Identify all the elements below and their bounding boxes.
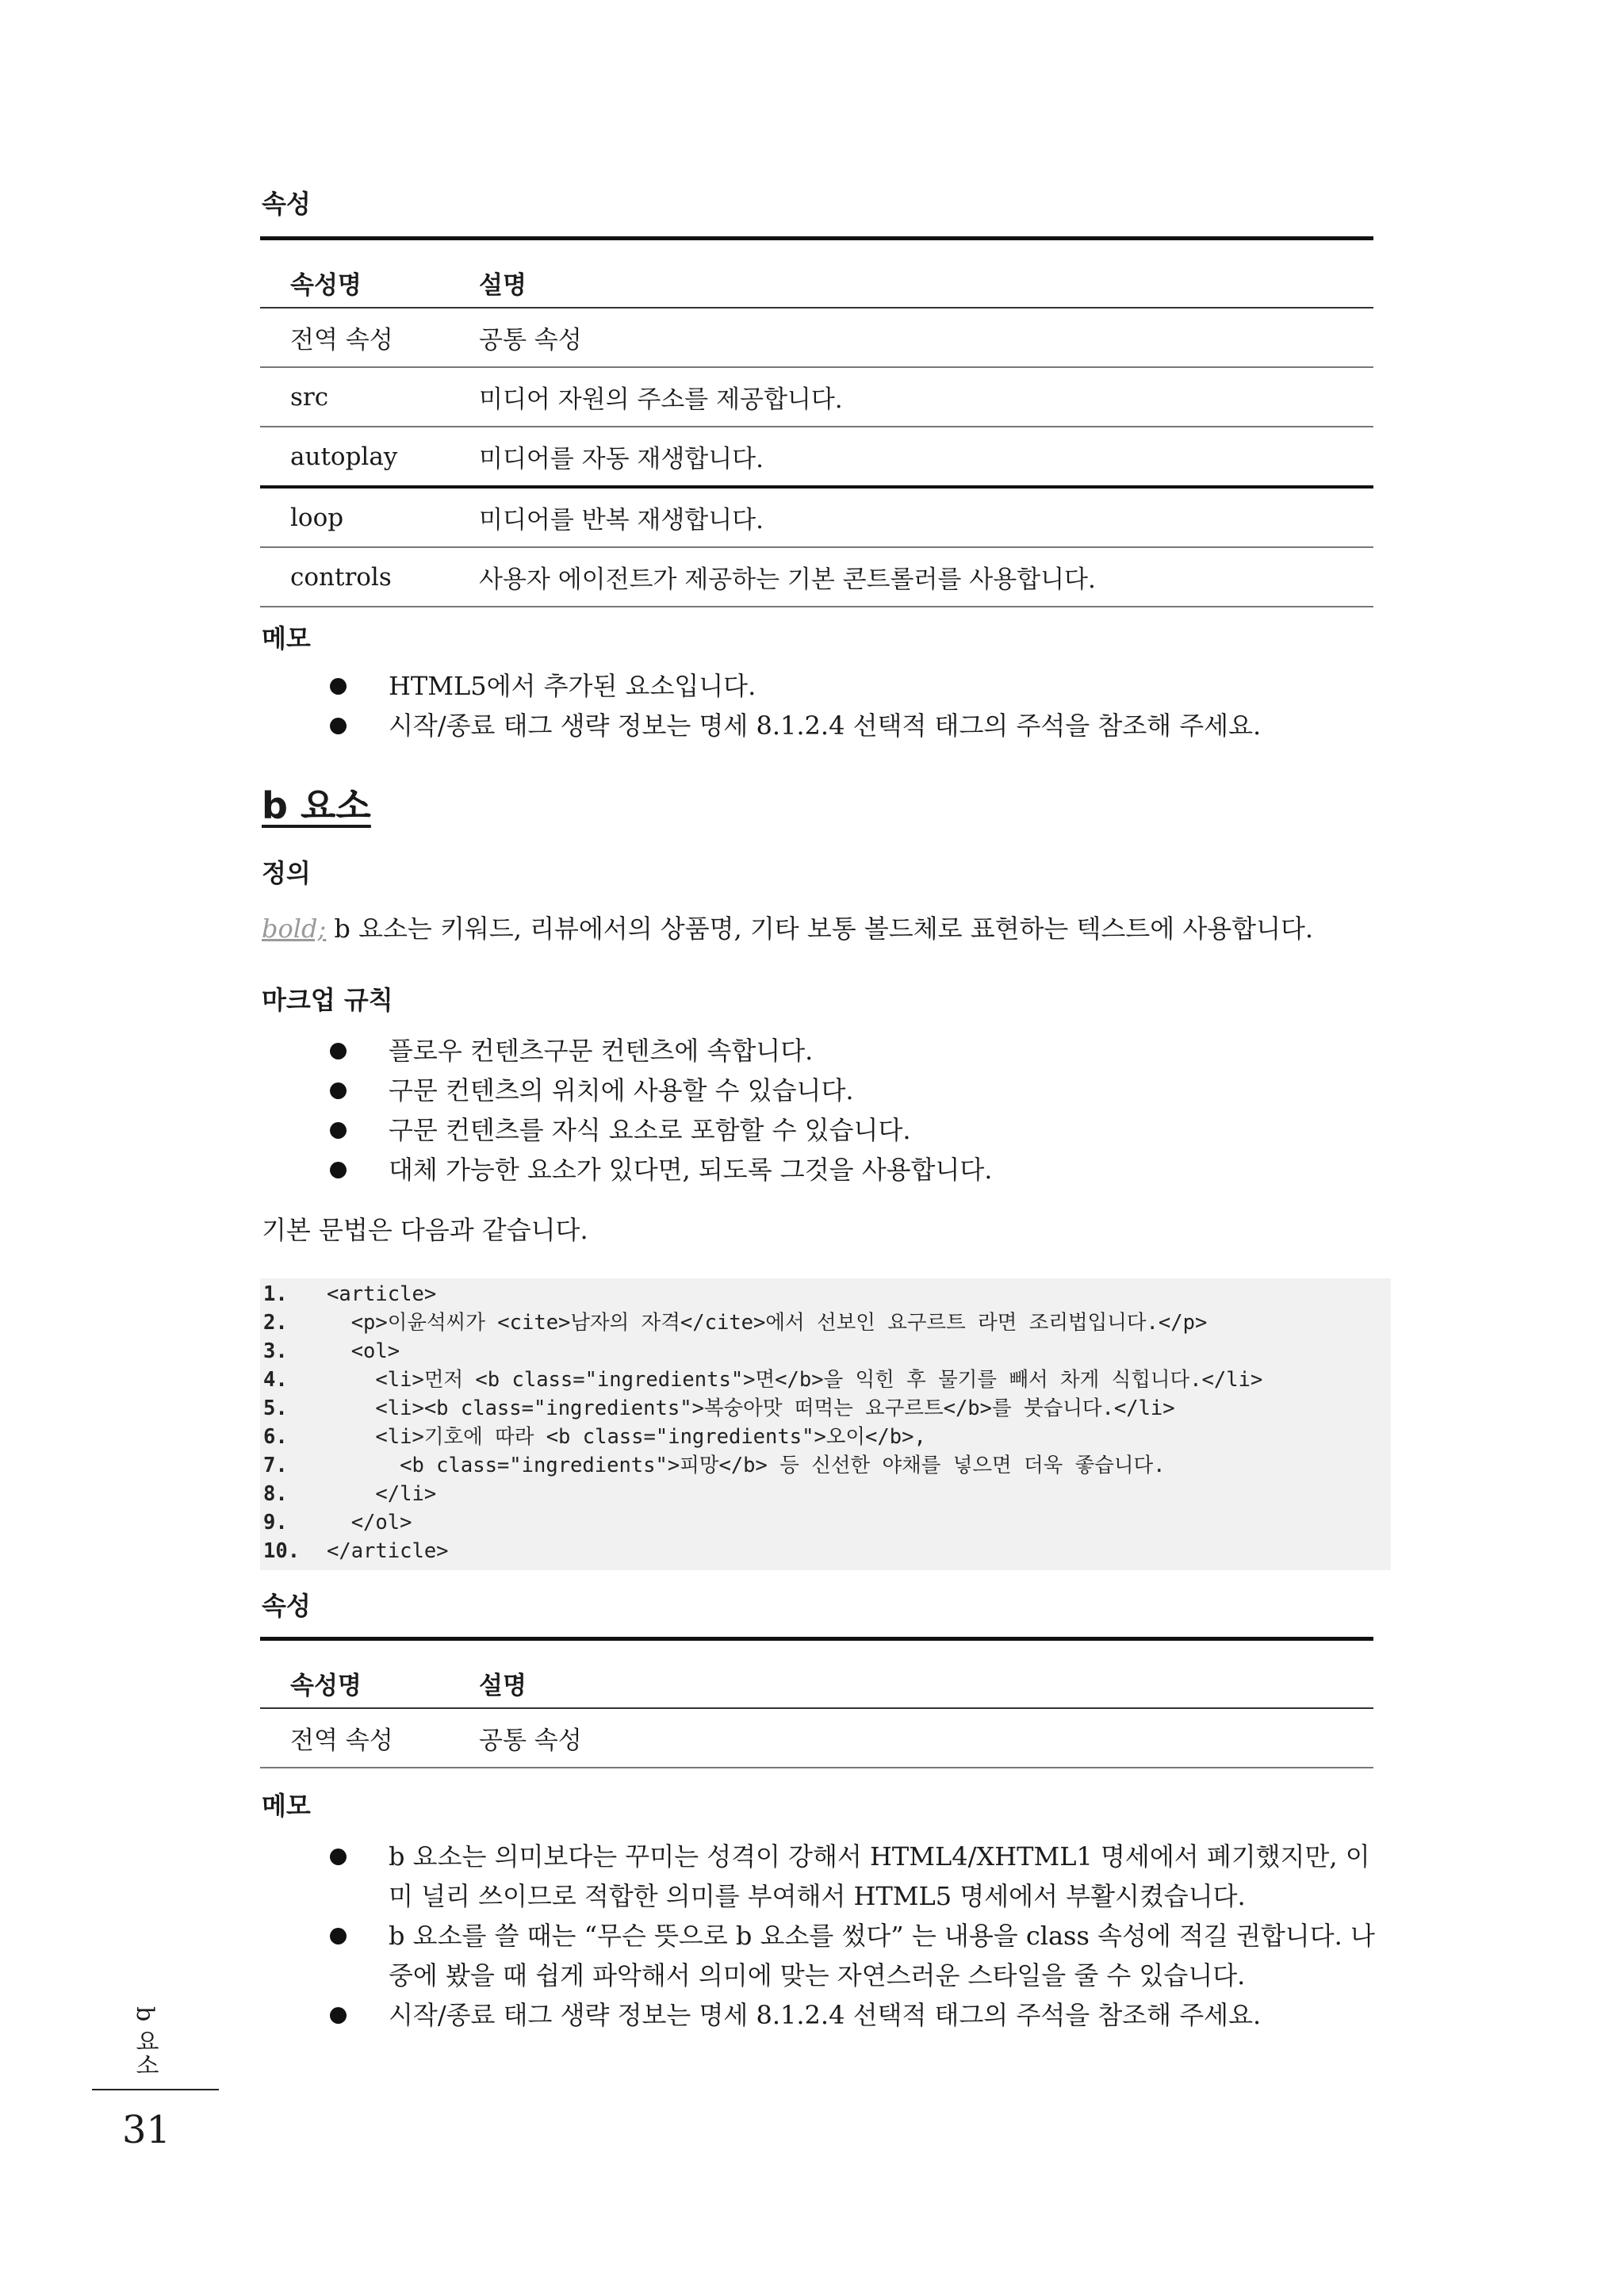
table-row (260, 427, 1373, 487)
bold-link[interactable]: bold; (262, 914, 327, 944)
attribute-name: loop (290, 503, 344, 532)
table-row (260, 547, 1373, 607)
column-header-description: 설명 (479, 271, 527, 300)
list-item: HTML5에서 추가된 요소입니다. (325, 666, 1380, 706)
table-row (260, 1708, 1373, 1768)
column-header-description: 설명 (479, 1672, 527, 1700)
table-header-row (260, 240, 1373, 308)
side-section-label: b 요소 (131, 2006, 159, 2077)
attributes-heading: 속성 (262, 189, 311, 219)
bullet-icon (330, 1122, 347, 1139)
attribute-description: 미디어 자원의 주소를 제공합니다. (479, 385, 843, 414)
list-item: b 요소를 쓸 때는 “무슨 뜻으로 b 요소를 썼다” 는 내용을 class 속성에 적길 권합니다. 나중에 봤을 때 쉽게 파악해서 의미에 맞는 자연스러운 스타일을 줄 수 있습니다. (325, 1916, 1380, 1995)
bullet-icon (330, 1928, 347, 1944)
attributes-table (260, 240, 1373, 607)
list-item: b 요소는 의미보다는 꾸미는 성격이 강해서 HTML4/XHTML1 명세에서 폐기했지만, 이미 널리 쓰이므로 적합한 의미를 부여해서 HTML5 명세에서 부활시켰습니다. (325, 1837, 1380, 1916)
list-item: 대체 가능한 요소가 있다면, 되도록 그것을 사용합니다. (325, 1150, 1380, 1190)
table-row (260, 367, 1373, 427)
attribute-description: 미디어를 자동 재생합니다. (479, 445, 764, 473)
attributes-heading: 속성 (262, 1591, 311, 1621)
memo-list (325, 1837, 1380, 2035)
table-row (260, 308, 1373, 367)
attribute-description: 공통 속성 (479, 326, 582, 354)
attribute-description: 사용자 에이전트가 제공하는 기본 콘트롤러를 사용합니다. (479, 565, 1096, 594)
column-header-name: 속성명 (290, 271, 362, 300)
code-block: 1. <article> 2. <p>이윤석씨가 <cite>남자의 자격</cite>에서 선보인 요구르트 라면 조리법입니다.</p> 3. <ol> 4. <li>먼저 <b class="ingredients">면</b>을 익힌 후 물기를 빼서 차게 식힙니다.</li> 5. <li><b class="ingredients">복숭아맛 떠먹는 요구르트</b>를 붓습니다.</li> 6. <li>기호에 따라 <b class="ingredients">오이</b>, 7. <b class="ingredients">피망</b> 등 신선한 야채를 넣으면 더욱 좋습니다. 8. </li> 9. </ol> 10. </article> (260, 1278, 1391, 1570)
bullet-icon (330, 2007, 347, 2024)
markup-rules-list (325, 1031, 1380, 1190)
memo-heading: 메모 (262, 623, 311, 653)
footer-rule (92, 2089, 219, 2090)
definition-heading: 정의 (262, 858, 311, 888)
attribute-name: src (290, 382, 329, 412)
memo-list (325, 666, 1380, 745)
column-header-name: 속성명 (290, 1672, 362, 1700)
bullet-icon (330, 1849, 347, 1865)
attribute-name: 전역 속성 (290, 326, 393, 354)
attribute-name: controls (290, 562, 392, 592)
bullet-icon (330, 678, 347, 695)
attribute-description: 공통 속성 (479, 1726, 582, 1755)
bullet-icon (330, 1082, 347, 1099)
section-title: b 요소 (262, 784, 371, 827)
list-item: 구문 컨텐츠를 자식 요소로 포함할 수 있습니다. (325, 1110, 1380, 1150)
attribute-description: 미디어를 반복 재생합니다. (479, 506, 764, 534)
bullet-icon (330, 1162, 347, 1178)
memo-heading: 메모 (262, 1791, 311, 1821)
attributes-table (260, 1641, 1373, 1768)
table-header-row (260, 1641, 1373, 1708)
bullet-icon (330, 1043, 347, 1059)
syntax-intro: 기본 문법은 다음과 같습니다. (262, 1215, 588, 1245)
list-item: 구문 컨텐츠의 위치에 사용할 수 있습니다. (325, 1071, 1380, 1110)
definition-text: b 요소는 키워드, 리뷰에서의 상품명, 기타 보통 볼드체로 표현하는 텍스트에 사용합니다. (326, 914, 1314, 944)
bullet-icon (330, 718, 347, 734)
page-number: 31 (122, 2108, 171, 2152)
list-item: 시작/종료 태그 생략 정보는 명세 8.1.2.4 선택적 태그의 주석을 참조해 주세요. (325, 1995, 1380, 2035)
attribute-name: 전역 속성 (290, 1726, 393, 1755)
list-item: 시작/종료 태그 생략 정보는 명세 8.1.2.4 선택적 태그의 주석을 참조해 주세요. (325, 706, 1380, 745)
table-row (260, 487, 1373, 547)
attribute-name: autoplay (290, 442, 398, 471)
definition-paragraph (262, 909, 1313, 945)
markup-rules-heading: 마크업 규칙 (262, 985, 393, 1015)
list-item: 플로우 컨텐츠구문 컨텐츠에 속합니다. (325, 1031, 1380, 1071)
